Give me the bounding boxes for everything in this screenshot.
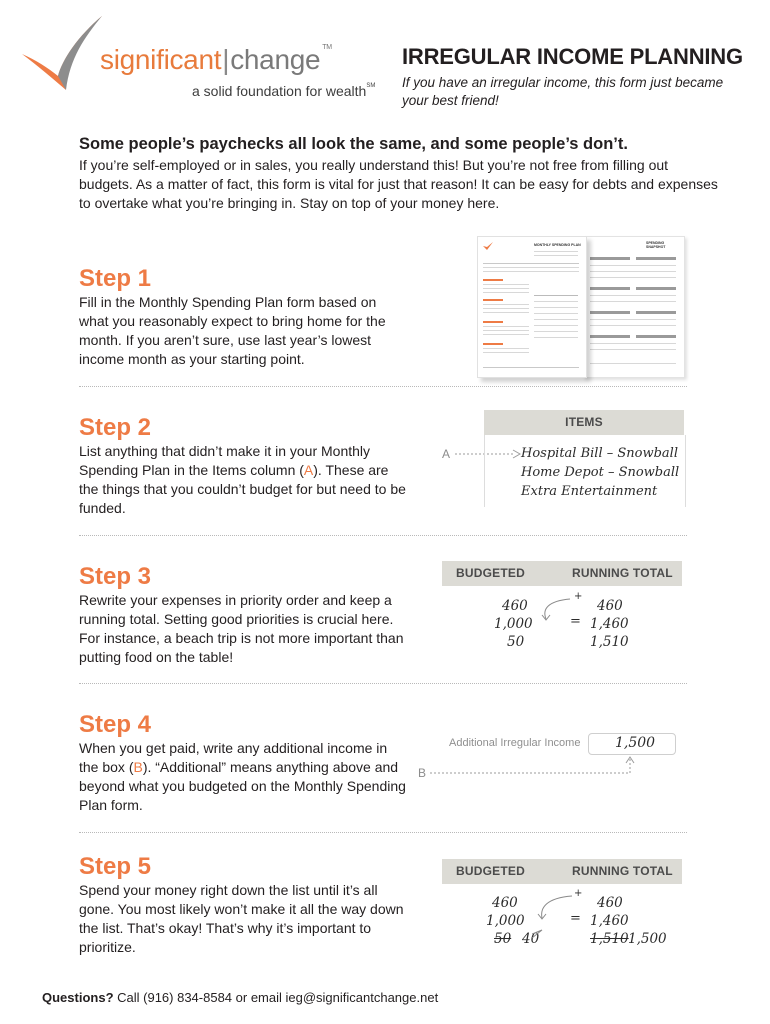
marker-b-arrow-icon bbox=[430, 755, 640, 779]
running-total-value: 460 bbox=[597, 895, 623, 911]
budgeted-value: 460 bbox=[502, 598, 528, 614]
step-5-text: Spend your money right down the list until it’s all gone. You most likely won’t make it all the way down the list. That’s okay! That’s why it’s important to prioritize. bbox=[79, 882, 404, 955]
budget-header bbox=[442, 859, 682, 884]
divider bbox=[79, 832, 687, 833]
marker-b-label: B bbox=[418, 766, 427, 780]
budgeted-header: BUDGETED bbox=[456, 566, 525, 580]
plus-sign: + bbox=[574, 591, 583, 602]
flow-arrow-icon bbox=[538, 595, 578, 625]
thumbnail-title: MONTHLY SPENDING PLAN bbox=[534, 243, 581, 247]
step-2-text: List anything that didn’t make it in your Monthly Spending Plan in the Items column (A). These are the things that you couldn’t budget for but need to be funded. bbox=[79, 443, 406, 516]
running-total-value: 460 bbox=[597, 598, 623, 614]
intro-body: If you’re self-employed or in sales, you really understand this! But you’re not free from filling out budgets. As a matter of fact, this form is vital for just that reason! It can be easy for debts and expenses to overtake what you’re bringing in. Stay on top of your money here. bbox=[79, 157, 718, 211]
list-item: Extra Entertainment bbox=[521, 484, 658, 499]
divider bbox=[79, 386, 687, 387]
step-3-text: Rewrite your expenses in priority order and keep a running total. Setting good priorities is crucial here. For instance, a beach trip is not more important than putting food on the table! bbox=[79, 592, 404, 665]
budgeted-value: 1,000 bbox=[486, 913, 525, 929]
step-1-title: Step 1 bbox=[79, 265, 152, 292]
page-subtitle: If you have an irregular income, this form just became your best friend! bbox=[402, 75, 724, 108]
step-3-title: Step 3 bbox=[79, 563, 152, 590]
equals-sign: = bbox=[570, 911, 581, 926]
budgeted-value-revised: 40 bbox=[522, 931, 540, 947]
brand-tagline: a solid foundation for wealth℠ bbox=[192, 83, 376, 99]
thumbnail-title-2: SPENDING SNAPSHOT bbox=[646, 241, 666, 249]
marker-a-label: A bbox=[442, 447, 451, 461]
footer-contact: Questions? Call (916) 834-8584 or email ieg@significantchange.net bbox=[42, 990, 439, 1005]
budgeted-header: BUDGETED bbox=[456, 864, 525, 878]
running-total-header: RUNNING TOTAL bbox=[572, 566, 673, 580]
divider bbox=[79, 683, 687, 684]
running-total-value: 1,460 bbox=[590, 616, 629, 632]
step-1-text: Fill in the Monthly Spending Plan form based on what you reasonably expect to bring home for the month. If you aren’t sure, use last year’s lowest income month as your starting point. bbox=[79, 294, 386, 367]
intro-heading: Some people’s paychecks all look the same, and some people’s don’t. bbox=[79, 135, 628, 153]
budgeted-value: 50 bbox=[507, 634, 525, 650]
additional-income-label: Additional Irregular Income bbox=[449, 737, 581, 749]
flow-arrow-icon bbox=[532, 892, 578, 946]
step-5-budget-panel bbox=[442, 859, 682, 959]
running-total-value-crossed: 1,510 bbox=[590, 931, 629, 947]
brand-logo: significant|change ™ bbox=[100, 44, 332, 75]
step-3-budget-panel bbox=[442, 561, 682, 661]
items-header: ITEMS bbox=[484, 410, 684, 435]
step-2-title: Step 2 bbox=[79, 414, 152, 441]
list-item: Home Depot – Snowball bbox=[521, 465, 680, 480]
running-total-value: 1,510 bbox=[590, 634, 629, 650]
thumbnail-logo-icon bbox=[483, 242, 493, 250]
running-total-value: 1,460 bbox=[590, 913, 629, 929]
budgeted-value: 1,000 bbox=[494, 616, 533, 632]
spending-snapshot-thumbnail bbox=[583, 236, 685, 378]
additional-income-value: 1,500 bbox=[615, 735, 656, 751]
items-list bbox=[484, 435, 686, 507]
divider bbox=[79, 535, 687, 536]
step-5-title: Step 5 bbox=[79, 853, 152, 880]
budgeted-value: 460 bbox=[492, 895, 518, 911]
running-total-value-revised: 1,500 bbox=[628, 931, 667, 947]
monthly-spending-plan-thumbnail bbox=[477, 236, 587, 378]
items-panel bbox=[484, 410, 684, 510]
running-total-header: RUNNING TOTAL bbox=[572, 864, 673, 878]
plus-sign: + bbox=[574, 888, 583, 899]
budgeted-value-crossed: 50 bbox=[494, 931, 512, 947]
equals-sign: = bbox=[570, 614, 581, 629]
list-item: Hospital Bill – Snowball bbox=[521, 446, 678, 461]
budget-header bbox=[442, 561, 682, 586]
step-4-title: Step 4 bbox=[79, 711, 152, 738]
swoosh-logo-icon bbox=[18, 14, 108, 94]
page-title: IRREGULAR INCOME PLANNING bbox=[402, 44, 743, 69]
step-4-text: When you get paid, write any additional income in the box (B). “Additional” means anything above and beyond what you budgeted on the Monthly Spending Plan form. bbox=[79, 740, 406, 813]
